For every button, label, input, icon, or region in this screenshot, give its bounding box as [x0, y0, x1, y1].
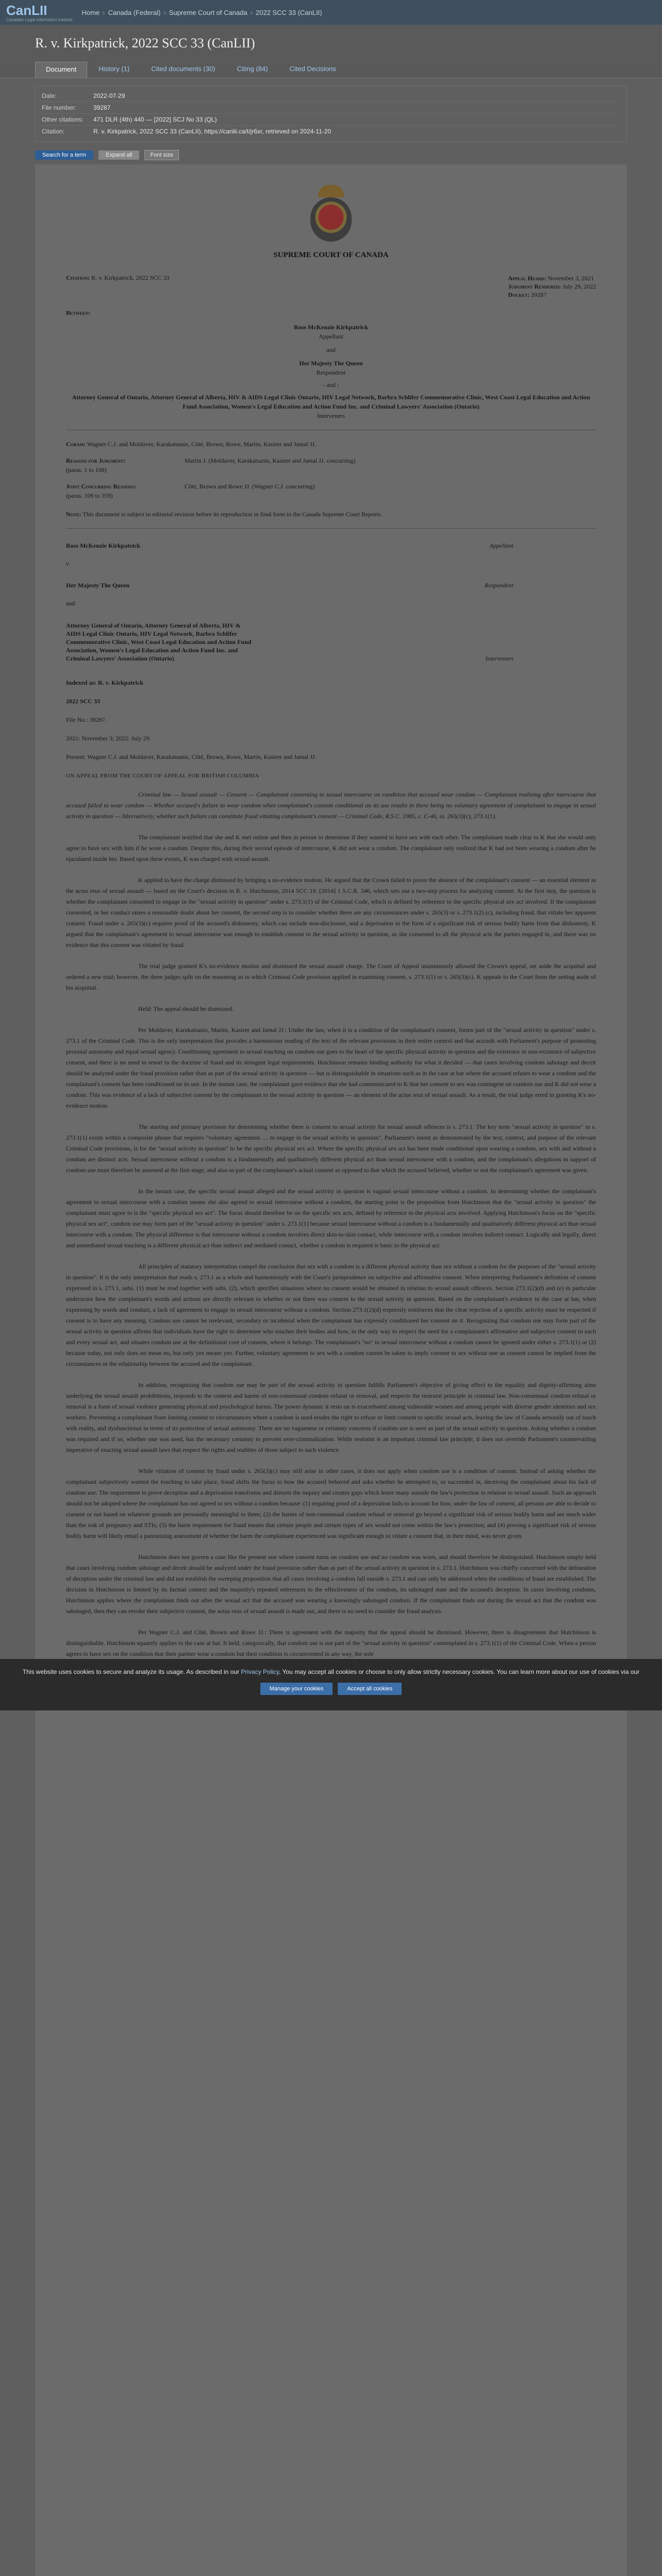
party-name: Ross McKenzie Kirkpatrick — [66, 542, 140, 549]
file-number: File No.: 39287. — [66, 716, 107, 723]
joint-reasons-row — [66, 482, 596, 500]
neutral-citation: 2022 SCC 33 — [66, 698, 101, 705]
content-area — [0, 25, 662, 2576]
party-role: Respondent — [485, 582, 514, 589]
document-toolbar — [35, 150, 627, 160]
interveners-role: Interveners — [317, 412, 345, 419]
summary-paragraph: In the instant case, the specific sexual assault alleged and the sexual activity in question is vaginal sexual intercourse without a condom. In determining whether the complainant's agreement to sexual intercourse with a condom means she also agreed to sexual intercourse without a condom, the starting point is the proposition from Hutchinson that the "sexual activity in question" the complainant must agree to is the "specific physical sex act". The focus should therefore be on the specific sex acts, defined by reference to the physical acts involved. Applying Hutchinson's focus on the "specific physical sex act", condom use may form part of the "sexual activity in question" under s. 273.1(1) because sexual intercourse without a condom is a fundamentally and qualitatively different physical act than sexual intercourse with a condom. The physical difference is that intercourse without a condom involves direct skin-to-skin contact, while intercourse with a condom involves indirect contact. Logically and legally, direct and unmediated sexual touching is a different physical act than indirect and mediated contact, whether a condom is required is basic to the physical act. — [66, 1188, 596, 1249]
party-respondent — [66, 582, 596, 589]
judgment-label: Judgment Rendered: — [508, 283, 561, 290]
summary-paragraph: Per Wagner C.J. and Côté, Brown and Rowe JJ.: There is agreement with the majority that the appeal should be dismissed. However, there is disagreement that Hutchinson is distinguishable. Hutchinson squarely applies to the case at bar. It held, categorically, that condom use is not part of the "sexual activity in question" contemplated in s. 273.1(1) of the Criminal Code. When a person agrees to have sex on the condition that their partner wear a condom but their condition is circumvented in any way, the sole — [66, 1629, 596, 1657]
meta-label: File number: — [42, 104, 76, 111]
meta-value: 39287 — [93, 104, 111, 111]
party-name: Her Majesty The Queen — [66, 582, 130, 589]
party-role: Interveners — [485, 655, 514, 662]
respondent-name: Her Majesty The Queen — [299, 360, 363, 367]
breadcrumb-separator: › — [250, 8, 253, 16]
breadcrumb-separator: › — [103, 8, 105, 16]
breadcrumb-court[interactable]: Supreme Court of Canada — [169, 8, 247, 16]
versus-label: v. — [66, 560, 71, 567]
summary-paragraph: In addition, recognizing that condom use may be part of the sexual activity in question fulfills Parliament's objective of giving effect to the equality and dignity-affirming aims underlying the sexual assault prohibitions, responds to the context and harms of non-consensual condom refusal or removal, and respects the restraint principle in criminal law. Non-consensual condom refusal or removal is a form of sexual violence generating physical and psychological harms. The power dynamic it rests on is exacerbated among vulnerable women and among people with diverse gender identities and sex workers. Preventing a complainant from limiting consent to circumstances where a condom is used erodes the right to refuse or limit consent to specific sexual acts, leaving the law of Canada seriously out of touch with reality, and dysfunctional in terms of its protection of sexual autonomy. There are no vagueness or certainty concerns if condom use is seen as part of the sexual activity in question. Asking whether a condom was required and if so, whether one was used, has the necessary certainty to prevent over-criminalization. While restraint is an important criminal law principle, it does not override Parliament's countervailing imperative of enacting sexual assault laws that respect the rights and realities of those subject to such violence. — [66, 1381, 596, 1453]
meta-value: 2022-07-29 — [93, 92, 125, 99]
expand-all-button[interactable]: Expand all — [98, 150, 139, 160]
summary-paragraph: The complainant testified that she and K met online and then in person to determine if they wanted to have sex with each other. The complainant made clear to K that she would only agree to have sex with him if he wore a condom. Despite this, during their second episode of intercourse, K did not wear a condom. The complainant only realized that K had not been wearing a condom after he ejaculated inside her. Based upon these events, K was charged with sexual assault. — [66, 834, 596, 862]
editorial-note — [66, 510, 596, 519]
party-name: Attorney General of Ontario, Attorney General of Alberta, HIV & AIDS Legal Clinic Ontario, HIV Legal Network, Barbra Schlifer Commemorative Clinic, West Coast Legal Education and Action Fund Association, Women's Legal Education and Action Fund Inc. and Criminal Lawyers' Association (Ontario) — [66, 622, 252, 662]
breadcrumb-current: 2022 SCC 33 (CanLII) — [255, 8, 322, 16]
headnote-text: Criminal law — Sexual assault — Consent — Complainant consenting to sexual intercourse on condition that accused wear condom — Complainant realizing after intercourse that accused failed to wear condom — Whether accused's failure to wear condom when complainant's consent conditional on its use results in there being no voluntary agreement of complainant to engage in sexual activity in question — Alternatively, whether such failure can constitute fraud vitiating complainant's consent — Criminal Code, R.S.C. 1985, c. C-46, ss. 265(3)(c), 273.1(1). — [66, 791, 596, 820]
manage-cookies-button[interactable]: Manage your cookies — [260, 1683, 333, 1695]
tab-cited-decisions[interactable]: Cited Decisions — [289, 65, 336, 73]
breadcrumb — [82, 9, 322, 16]
citation-value: R. v. Kirkpatrick, 2022 SCC 33 — [91, 274, 170, 281]
between-label: Between: — [66, 309, 91, 316]
note-text: This document is subject to editorial revision before its reproduction in final form in the Canada Supreme Court Reports. — [82, 511, 383, 518]
meta-label: Citation: — [42, 128, 65, 135]
judgment-rendered — [508, 282, 596, 291]
meta-row-file-number — [42, 102, 620, 114]
tab-history[interactable]: History (1) — [98, 65, 130, 73]
tab-document[interactable]: Document — [35, 62, 87, 78]
joint-label-block — [66, 482, 185, 500]
interveners-names: Attorney General of Ontario, Attorney General of Alberta, HIV & AIDS Legal Clinic Ontario, HIV Legal Network, Barbra Schlifer Commemorative Clinic, West Coast Legal Education and Action Fund Association, Women's Legal Education and Action Fund Inc. and Criminal Lawyers' Association (Ontario) — [72, 394, 590, 410]
appeal-heard-label: Appeal Heard: — [508, 275, 547, 282]
coram — [66, 439, 596, 449]
summary-paragraph: All principles of statutory interpretation compel the conclusion that sex with a condom is a different physical activity than sex without a condom for the purposes of the "sexual activity in question". It is the only interpretation that reads s. 273.1 as a whole and harmoniously with the Court's jurisprudence on subjective and affirmative consent. When interpreting Parliament's definition of consent expressed in s. 273.1, subs. (1) must be read together with subs. (2), which specifies situations where no consent would be obtained in relation to sexual assault offences. Section 273.1(2)(d) and (e) in particular underscore how the complainant's words and actions are directly relevant to whether or not there was consent to the sexual activity in question. Based on the complainant's evidence in the case at bar, when expressing by words and conduct, a lack of agreement to engage in sexual intercourse without a condom. Section 273.1(2)(d) expressly reinforces that the clear rejection of a specific activity must be respected if consent is to have any meaning. Condom use cannot be irrelevant, secondary or incidental when the complainant has expressly conditioned her consent on it. Recognizing that condom use may form part of the sexual activity in question affirms that individuals have the right to determine who touches their bodies and how, in the only way to respect the need for a complainant's affirmative and subjective consent to each and every sexual act, and situates condom use at the definitional core of consent, where it belongs. The complainant's "no" to sexual intercourse without a condom cannot be ignored under either s. 273.1(1) or (2) because today, not only does no mean no, but only yes means yes. Further, voluntary agreement to sex with a condom cannot be taken to imply consent to sex without one as consent cannot be implied from the circumstances or the relationship between the accused and the complainant. — [66, 1263, 596, 1367]
parties-block — [66, 323, 596, 420]
appellant-role: Appellant — [319, 333, 343, 340]
meta-label: Date: — [42, 92, 57, 99]
headnote — [66, 789, 596, 822]
cookie-banner — [0, 1659, 662, 1710]
coram-label: Coram: — [66, 440, 86, 448]
breadcrumb-jurisdiction[interactable]: Canada (Federal) — [108, 8, 161, 16]
dates-block — [508, 274, 596, 299]
reasons-value: Martin J. (Moldaver, Karakatsanis, Kasirer and Jamal JJ. concurring) — [185, 457, 356, 464]
breadcrumb-home[interactable]: Home — [81, 8, 100, 16]
tab-cited-documents[interactable]: Cited documents (30) — [151, 65, 216, 73]
and-label: - and - — [323, 381, 339, 388]
and-label: and — [66, 600, 75, 607]
cookie-buttons — [0, 1683, 662, 1695]
font-size-select[interactable]: Font size — [144, 150, 179, 160]
crown-icon — [318, 185, 344, 197]
party-appellant — [66, 542, 596, 550]
top-header — [0, 0, 662, 25]
meta-label: Other citations: — [42, 116, 84, 123]
privacy-policy-link[interactable]: Privacy Policy — [241, 1668, 279, 1675]
citation-label: Citation: — [66, 274, 90, 281]
court-seal-icon — [308, 185, 354, 242]
cookie-text-part: This website uses cookies to secure and analyze its usage. As described in our — [22, 1668, 240, 1675]
shield-icon — [310, 197, 352, 242]
canlii-logo[interactable] — [6, 3, 73, 22]
document-tabs — [0, 62, 662, 78]
logo-text: CanLII — [6, 3, 47, 18]
judgment-value: July 29, 2022 — [562, 283, 596, 290]
docket-value: 39287 — [531, 291, 547, 298]
party-interveners — [66, 621, 596, 663]
joint-paras: (paras. 109 to 359) — [66, 492, 113, 499]
meta-row-citation — [42, 126, 620, 137]
title-row — [0, 25, 662, 62]
summary-paragraph: While vitiation of consent by fraud under s. 265(3)(c) may still arise in other cases, it does not apply when condom use is a condition of consent. Instead of asking whether the complainant subjectively wanted the touching to take place, fraud shifts the focus to how the accused behaved and asks whether he attempted to, or succeeded in, deceiving the complainant about his lack of condom use. The requirement to prove deception and a deprivation transforms and distorts the inquiry and creates gaps which leave many outside the law's protection in relation to sexual assault. Such an approach should not be adopted where the complainant has not agreed to sex without a condom because: (1) requiring proof of a deprivation fails to account for how, under the law of consent, all persons are able to decide to consent or not based on whatever grounds are personally meaningful to them; (2) the harms of non-consensual condom refusal or removal go beyond a significant risk of serious bodily harm and are much wider than the risk of pregnancy and STIs; (3) the harm requirement for fraud means that certain people and certain types of sex would not come within the law's protection; and (4) proving a significant risk of serious bodily harm will likely entail a patronizing assessment of whether the harm the complainant experienced was significant enough to vitiate a consent that, in their mind, was never given. — [66, 1467, 596, 1539]
note-label: Note: — [66, 511, 81, 518]
meta-row-other-citations — [42, 114, 620, 126]
meta-value[interactable]: R. v. Kirkpatrick, 2022 SCC 33 (CanLII), https://canlii.ca/t/jr6xr, retrieved on 2024-11-20 — [93, 128, 332, 135]
reasons-row — [66, 456, 596, 474]
metadata-panel — [35, 86, 627, 142]
logo-subtitle: Canadian Legal Information Institute — [6, 18, 73, 22]
cookie-text-part: , You may accept all cookies or choose to only allow strictly necessary cookies. You can learn more about our use of cookies via our — [279, 1668, 640, 1675]
reasons-paras: (paras. 1 to 108) — [66, 466, 107, 473]
page-title: R. v. Kirkpatrick, 2022 SCC 33 (CanLII) — [35, 36, 255, 50]
hearing-dates: 2021: November 3; 2022: July 29. — [66, 735, 151, 742]
reasons-label: Reasons for Judgment: — [66, 457, 126, 464]
citation-block — [66, 274, 169, 299]
search-term-button[interactable]: Search for a term — [35, 150, 93, 160]
held-statement: Held: The appeal should be dismissed. — [138, 1005, 234, 1012]
accept-all-cookies-button[interactable]: Accept all cookies — [338, 1683, 402, 1695]
reasons-label-block — [66, 456, 185, 474]
summary-paragraph: The starting and primary provision for determining whether there is consent to sexual activity for sexual assault offences is s. 273.1. The key term "sexual activity in question" in s. 273.1(1) exists within a composite phrase that requires "voluntary agreement … to engage in the sexual activity in question". Parliament's intent as demonstrated by the text, context, and purpose of the relevant Criminal Code provisions, is for the "sexual activity in question" to be the specific physical sex act. Where the specific physical sex act has been made conditional upon wearing a condom, sex with and without a condom are distinct acts. Sexual intercourse without a condom is a fundamentally and qualitatively different physical act than sexual intercourse with a condom, and the complainant's allegations in support of condom use must therefore be assessed at the first stage, and also as part of the complainant's actual consent as opposed to that which the accused believed, whether or not the complainant's agreement was given. — [66, 1123, 596, 1174]
breadcrumb-separator: › — [163, 8, 166, 16]
summary-paragraph: Hutchinson does not govern a case like the present one where consent turns on condom use and no condom was worn, and should therefore be distinguished. Hutchinson simply held that cases involving condom sabotage and deceit should be analyzed under the fraud provision rather than as part of the sexual activity in question in s. 273.1. Hutchinson was chiefly concerned with the delineation of deception under the criminal law and did not establish the sweeping proposition that all cases involving a condom fall outside s. 273.1 and can only be addressed when the conditions of fraud are established. The decision in Hutchinson is limited by its factual context and the majority's repeated references to the effectiveness of the condom, its sabotaged state and the accused's deception. In cases involving condoms, Hutchinson applies where the complainant finds out after the sexual act that the accused was wearing a knowingly sabotaged condom. If the complainant finds out during the sexual act that the condom was sabotaged, then they can revoke their subjective consent, the actus reus of sexual assault is made out, and there is no need to consider the fraud analysis. — [66, 1553, 596, 1615]
summary-paragraph: Per Moldaver, Karakatsanis, Martin, Kasirer and Jamal JJ.: Under the law, when it is a condition of the complainant's consent, forms part of the "sexual activity in question" under s. 273.1 of the Criminal Code. This is the only interpretation that provides a harmonious reading of the text of the relevant provisions in their entire context and that accords with Parliament's purpose of promoting personal autonomy and equal sexual agency. Conditioning agreement to sexual touching on condom use goes to the heart of the specific physical activity in question and the existence or non-existence of subjective consent, and there is no need to resort to the doctrine of fraud and its stringent legal requirements. Hutchinson remains binding authority for what it decided — that cases involving condom sabotage and deceit should be analyzed under the fraud provision rather than as part of the sexual activity in question — but is distinguishable in situations such as in the case at bar where the accused refuses to wear a condom and the complainant's consent has been conditioned on its use. In the instant case, the complainant gave evidence that she had communicated to K that her consent to sex was contingent on condom use and K did not wear a condom. This was evidence of a lack of subjective consent by the complainant to the sexual activity in question — an element of the actus reus of sexual assault. As a result, the trial judge erred in granting K's no-evidence motion. — [66, 1026, 596, 1109]
joint-label: Joint Concurring Reasons: — [66, 483, 137, 490]
divider — [66, 528, 596, 529]
appeal-heard-value: November 3, 2021 — [548, 275, 594, 282]
party-role: Appellant — [489, 542, 514, 549]
cookie-text — [0, 1668, 662, 1675]
citation-grid — [66, 274, 596, 299]
decision-document — [35, 164, 627, 2576]
present-judges: Present: Wagner C.J. and Moldaver, Karakatsanis, Côté, Brown, Rowe, Martin, Kasirer and Jamal JJ. — [66, 753, 317, 760]
coram-value: Wagner C.J. and Moldaver, Karakatsanis, Côté, Brown, Rowe, Martin, Kasirer and Jamal JJ. — [87, 440, 316, 448]
joint-value: Côté, Brown and Rowe JJ. (Wagner C.J. concurring) — [185, 483, 315, 490]
meta-row-date — [42, 90, 620, 102]
indexed-as: Indexed as: R. v. Kirkpatrick — [66, 679, 144, 686]
summary-paragraph: The trial judge granted K's no-evidence motion and dismissed the sexual assault charge. The Court of Appeal unanimously allowed the Crown's appeal, set aside the acquittal and ordered a new trial; however, the three judges split on the reasoning as to which Criminal Code provision applied in examining consent, s. 273.1(1) or s. 265(3)(c). K appeals to the Court from the setting aside of his acquittal. — [66, 962, 596, 991]
appellant-name: Ross McKenzie Kirkpatrick — [294, 324, 368, 331]
docket-label: Docket: — [508, 291, 529, 298]
respondent-role: Respondent — [316, 369, 346, 376]
and-label: and — [326, 346, 336, 353]
meta-value: 471 DLR (4th) 440 — [2022] SCJ No 33 (QL) — [93, 116, 217, 123]
tab-citing[interactable]: Citing (84) — [237, 65, 268, 73]
summary-paragraph: K applied to have the charge dismissed by bringing a no-evidence motion. He argued that the Crown failed to prove the absence of the complainant's consent — an essential element in the actus reus of sexual assault — based on the Court's decision in R. v. Hutchinson, 2014 SCC 19. [2014] 1 S.C.R. 346, which sets out a two-step process for analyzing consent. At the first step, the question is whether the complainant consented to engage in the "sexual activity in question" under s. 273.1(1) of the Criminal Code, which is defined by reference to the specific physical sex act involved. If the complainant consented, or her conduct raises a reasonable doubt about her consent, the second step is to consider whether there are any circumstances under s. 265(3) or s. 273.1(2) (c), including fraud, that vitiate her apparent consent. Fraud under s. 265(3)(c) requires proof of the accused's dishonesty, which can include non-disclosure, and a deprivation in the form of a significant risk of serious bodily harm from that dishonesty. K argued that the complainant's agreement to sexual intercourse was enough to establish consent to the sexual activity in question, as she consented to all the physical acts the parties engaged in, and there was no evidence that this consent was vitiated by fraud. — [66, 876, 596, 948]
on-appeal-heading: ON APPEAL FROM THE COURT OF APPEAL FOR BRITISH COLUMBIA — [66, 773, 259, 779]
docket — [508, 291, 596, 299]
appeal-heard — [508, 274, 596, 282]
court-name: SUPREME COURT OF CANADA — [273, 251, 389, 259]
